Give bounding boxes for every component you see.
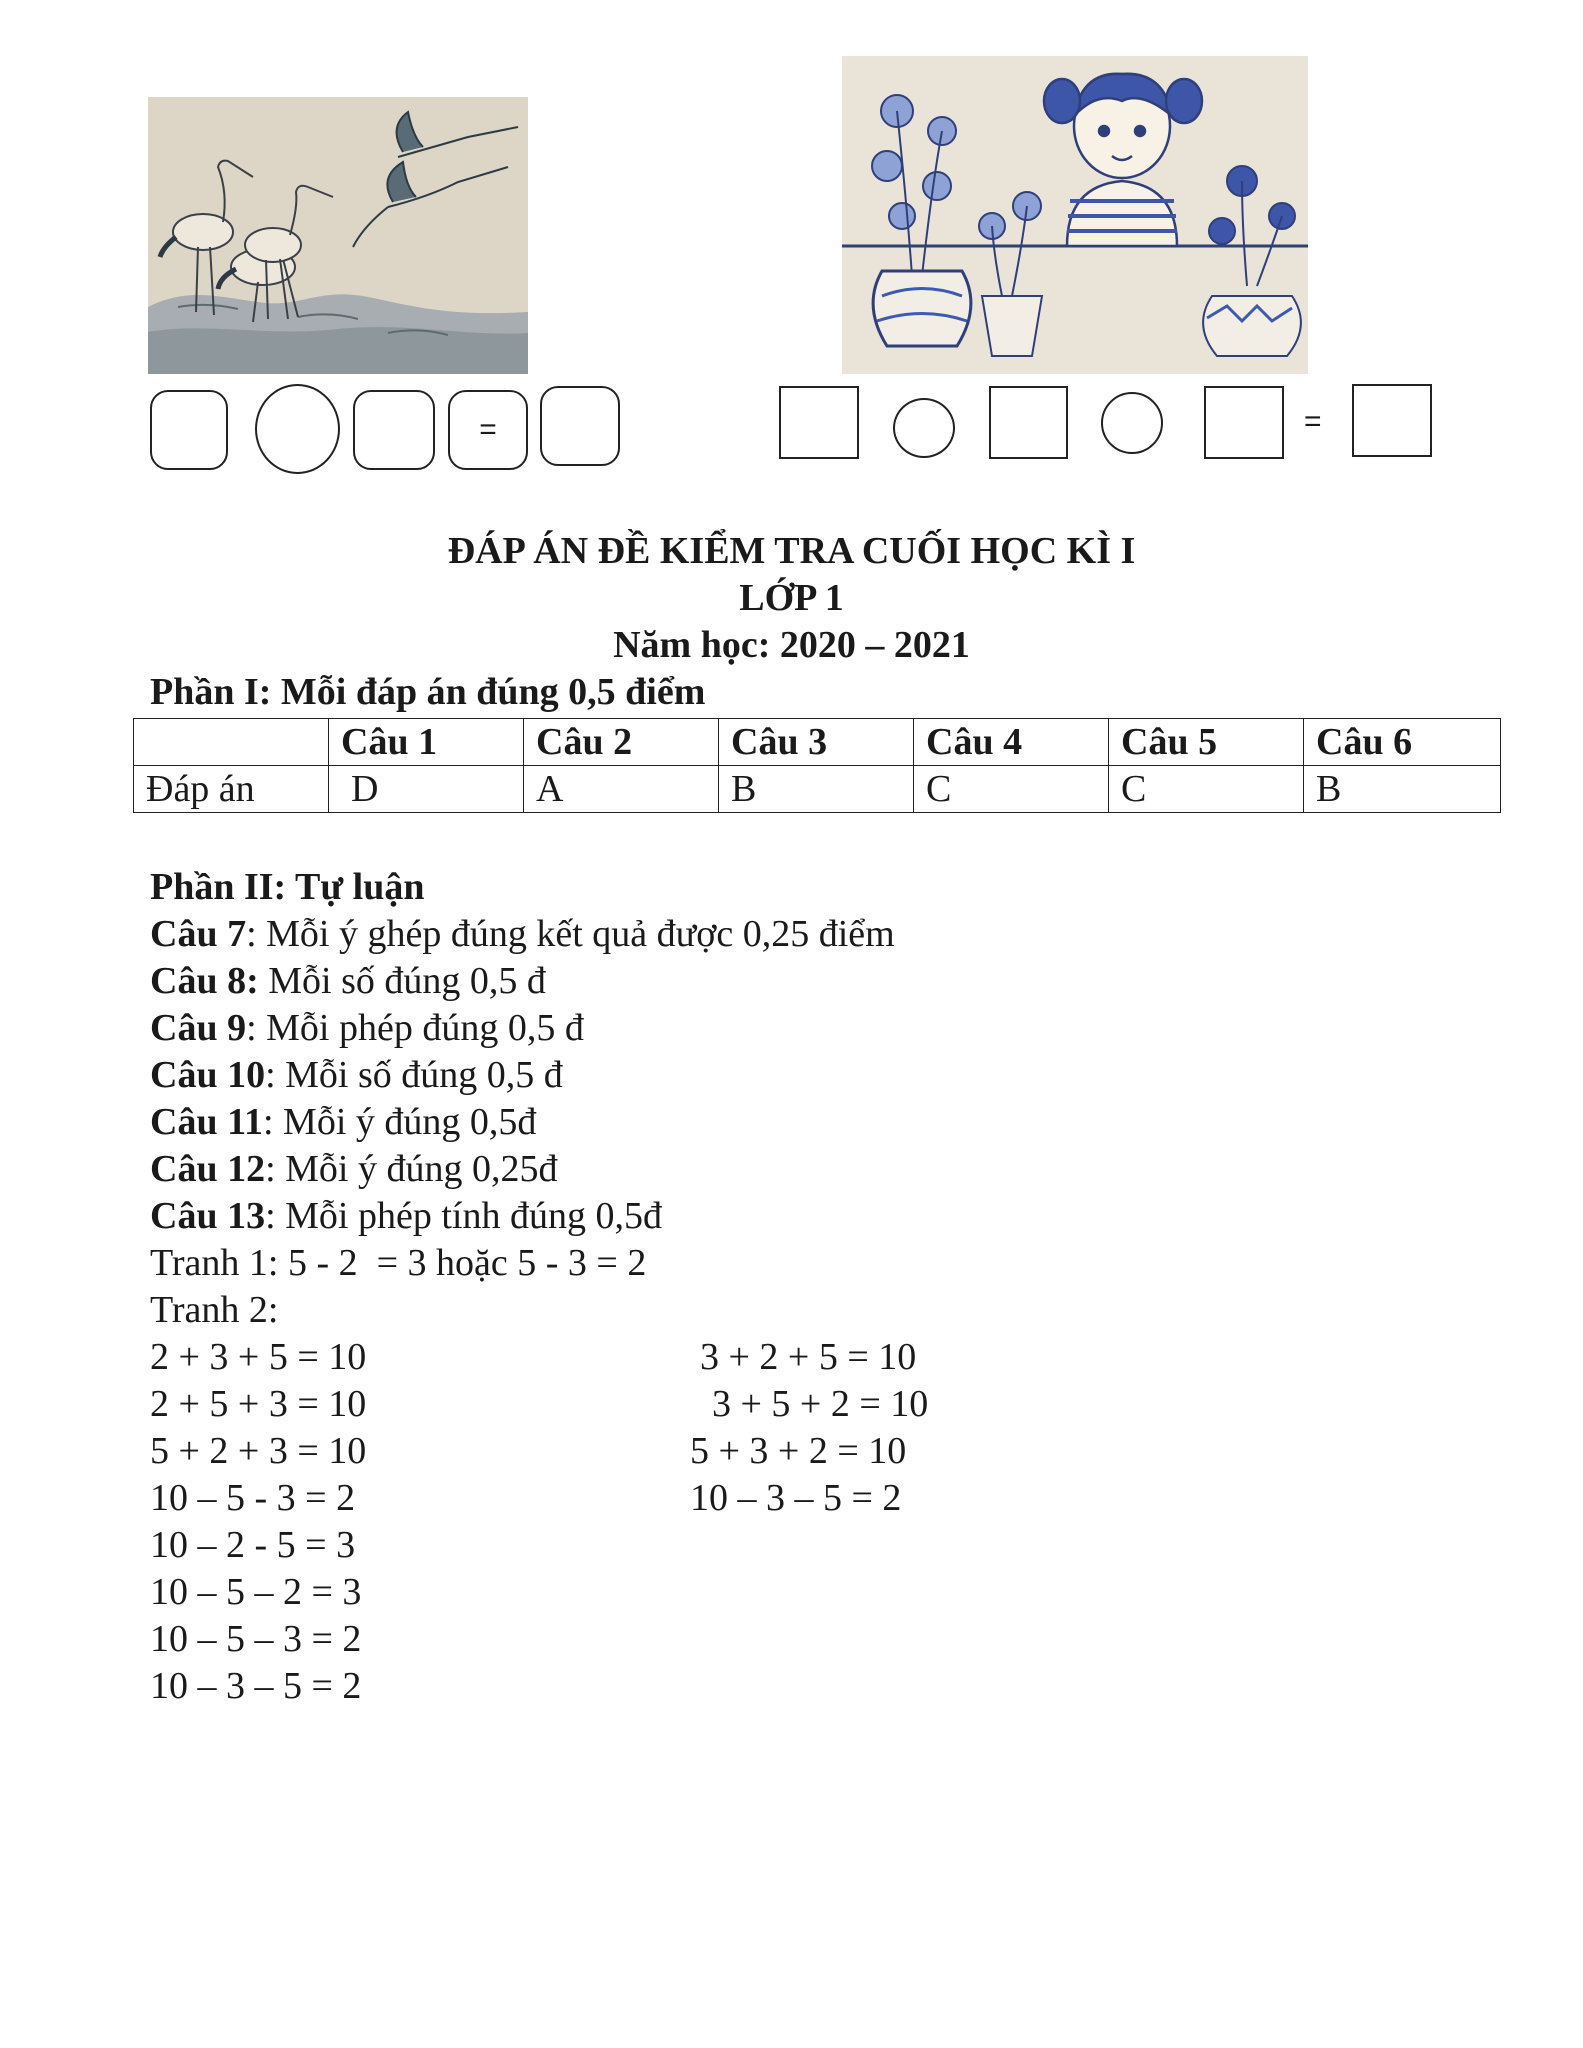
question-text: Mỗi ý đúng 0,5đ [283,1101,537,1143]
equation: 10 – 5 – 3 = 2 [150,1618,362,1660]
answer-cell: C [1109,766,1304,813]
table-header-cell: Câu 5 [1109,719,1304,766]
question-text: Mỗi số đúng 0,5 đ [285,1054,563,1096]
equation: 5 + 3 + 2 = 10 [690,1430,907,1472]
result-box [1352,384,1432,457]
document-title: ĐÁP ÁN ĐỀ KIỂM TRA CUỐI HỌC KÌ I [447,530,1136,572]
question-label: Câu 12 [150,1148,266,1190]
question-label: Câu 9 [150,1007,247,1049]
result-box [540,386,620,466]
answer-box [989,386,1068,459]
answer-cell: D [329,766,524,813]
list-item [150,1099,536,1145]
tranh1-answer: Tranh 1: 5 - 2 = 3 hoặc 5 - 3 = 2 [150,1242,647,1284]
list-item [150,1193,662,1239]
question-text: Mỗi số đúng 0,5 đ [268,960,546,1002]
label-separator: : [262,1101,284,1143]
label-separator: : [265,1054,286,1096]
answer-cell: C [914,766,1109,813]
answer-cell: A [524,766,719,813]
question-text: Mỗi phép đúng 0,5 đ [266,1007,584,1049]
row-label: Đáp án [134,766,329,813]
equation: 2 + 5 + 3 = 10 [150,1383,367,1425]
equation: 10 – 3 – 5 = 2 [150,1665,362,1707]
table-header-cell [134,719,329,766]
table-header-cell: Câu 2 [524,719,719,766]
table-row [134,766,1501,813]
list-item [150,958,546,1004]
equals-box: = [448,390,528,470]
class-title: LỚP 1 [739,577,844,619]
operator-circle [1101,392,1163,454]
table-header-row [134,719,1501,766]
table-header-cell: Câu 6 [1304,719,1501,766]
part2-heading: Phần II: Tự luận [150,866,425,908]
label-separator: : [265,1148,286,1190]
equation: 10 – 5 - 3 = 2 [150,1477,356,1519]
part1-heading: Phần I: Mỗi đáp án đúng 0,5 điểm [150,671,706,713]
list-item [150,1052,563,1098]
answer-box [779,386,859,459]
equation: 10 – 5 – 2 = 3 [150,1571,362,1613]
operator-circle [255,384,340,474]
label-separator: : [246,1007,267,1049]
answer-cell: B [1304,766,1501,813]
girl-flowers-illustration [842,56,1308,374]
question-label: Câu 8: [150,960,259,1002]
school-year: Năm học: 2020 – 2021 [613,624,970,666]
question-label: Câu 10 [150,1054,266,1096]
list-item [150,911,895,957]
list-item [150,1005,584,1051]
table-header-cell: Câu 3 [719,719,914,766]
equation: 2 + 3 + 5 = 10 [150,1336,367,1378]
label-separator [259,960,269,1002]
question-text: Mỗi ý ghép đúng kết quả được 0,25 điểm [266,913,895,955]
answer-box [1204,386,1284,459]
answer-box [150,390,228,470]
list-item [150,1146,558,1192]
table-header-cell: Câu 4 [914,719,1109,766]
table-header-cell: Câu 1 [329,719,524,766]
question-text: Mỗi ý đúng 0,25đ [285,1148,558,1190]
cranes-illustration [148,97,528,374]
question-text: Mỗi phép tính đúng 0,5đ [285,1195,662,1237]
equation: 3 + 2 + 5 = 10 [700,1336,917,1378]
answer-table [133,718,1501,813]
tranh2-label: Tranh 2: [150,1289,279,1331]
equals-sign: = [1304,405,1322,438]
equation: 3 + 5 + 2 = 10 [712,1383,929,1425]
answer-cell: B [719,766,914,813]
question-label: Câu 13 [150,1195,266,1237]
operator-circle [893,398,955,458]
question-label: Câu 11 [150,1101,263,1143]
question-label: Câu 7 [150,913,247,955]
equation: 10 – 3 – 5 = 2 [690,1477,902,1519]
equation: 5 + 2 + 3 = 10 [150,1430,367,1472]
equation: 10 – 2 - 5 = 3 [150,1524,356,1566]
answer-box [353,390,435,470]
label-separator: : [265,1195,286,1237]
label-separator: : [246,913,267,955]
